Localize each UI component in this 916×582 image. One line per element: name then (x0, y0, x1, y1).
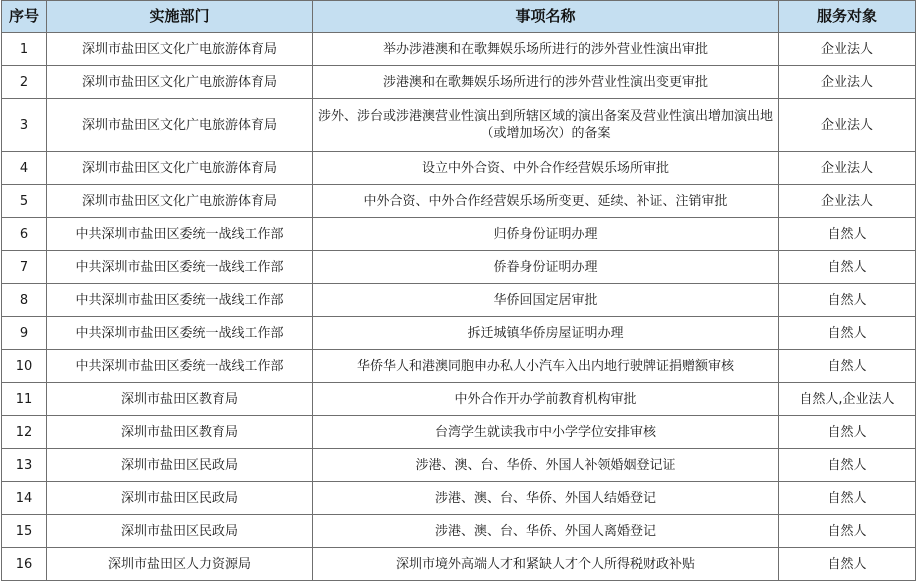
table-row (2, 416, 916, 449)
cell-item: 拆迁城镇华侨房屋证明办理 (313, 317, 779, 350)
cell-dept: 中共深圳市盐田区委统一战线工作部 (47, 218, 313, 251)
cell-item: 侨眷身份证明办理 (313, 251, 779, 284)
cell-no: 12 (2, 416, 47, 449)
cell-no: 9 (2, 317, 47, 350)
header-target: 服务对象 (779, 1, 916, 33)
cell-target: 自然人 (779, 218, 916, 251)
cell-target: 自然人 (779, 416, 916, 449)
table-row (2, 251, 916, 284)
table-header (2, 1, 916, 33)
table-row (2, 350, 916, 383)
cell-no: 11 (2, 383, 47, 416)
cell-item: 涉港、澳、台、华侨、外国人离婚登记 (313, 515, 779, 548)
cell-no: 7 (2, 251, 47, 284)
cell-item: 深圳市境外高端人才和紧缺人才个人所得税财政补贴 (313, 548, 779, 581)
header-dept: 实施部门 (47, 1, 313, 33)
cell-target: 自然人 (779, 317, 916, 350)
cell-item: 台湾学生就读我市中小学学位安排审核 (313, 416, 779, 449)
header-no: 序号 (2, 1, 47, 33)
table-row (2, 383, 916, 416)
cell-item: 涉港、澳、台、华侨、外国人结婚登记 (313, 482, 779, 515)
cell-dept: 深圳市盐田区民政局 (47, 515, 313, 548)
table-row (2, 515, 916, 548)
cell-dept: 中共深圳市盐田区委统一战线工作部 (47, 350, 313, 383)
cell-item: 中外合资、中外合作经营娱乐场所变更、延续、补证、注销审批 (313, 185, 779, 218)
cell-target: 企业法人 (779, 99, 916, 152)
table-row (2, 449, 916, 482)
cell-item: 涉港、澳、台、华侨、外国人补领婚姻登记证 (313, 449, 779, 482)
cell-dept: 深圳市盐田区民政局 (47, 449, 313, 482)
cell-item: 举办涉港澳和在歌舞娱乐场所进行的涉外营业性演出审批 (313, 33, 779, 66)
cell-dept: 深圳市盐田区文化广电旅游体育局 (47, 66, 313, 99)
cell-target: 企业法人 (779, 185, 916, 218)
cell-target: 自然人,企业法人 (779, 383, 916, 416)
cell-no: 3 (2, 99, 47, 152)
cell-target: 自然人 (779, 251, 916, 284)
table-row (2, 548, 916, 581)
cell-item: 华侨回国定居审批 (313, 284, 779, 317)
cell-target: 自然人 (779, 548, 916, 581)
cell-no: 6 (2, 218, 47, 251)
cell-target: 自然人 (779, 350, 916, 383)
cell-target: 企业法人 (779, 33, 916, 66)
cell-target: 自然人 (779, 284, 916, 317)
cell-no: 13 (2, 449, 47, 482)
cell-no: 1 (2, 33, 47, 66)
table-row (2, 218, 916, 251)
cell-dept: 深圳市盐田区教育局 (47, 416, 313, 449)
cell-item: 归侨身份证明办理 (313, 218, 779, 251)
cell-no: 8 (2, 284, 47, 317)
cell-no: 16 (2, 548, 47, 581)
cell-dept: 中共深圳市盐田区委统一战线工作部 (47, 251, 313, 284)
cell-dept: 深圳市盐田区文化广电旅游体育局 (47, 33, 313, 66)
header-item: 事项名称 (313, 1, 779, 33)
table-row (2, 185, 916, 218)
cell-dept: 深圳市盐田区文化广电旅游体育局 (47, 99, 313, 152)
cell-item: 中外合作开办学前教育机构审批 (313, 383, 779, 416)
cell-target: 企业法人 (779, 66, 916, 99)
cell-target: 自然人 (779, 449, 916, 482)
table-row (2, 284, 916, 317)
cell-dept: 中共深圳市盐田区委统一战线工作部 (47, 317, 313, 350)
table-body (2, 33, 916, 581)
cell-item: 涉港澳和在歌舞娱乐场所进行的涉外营业性演出变更审批 (313, 66, 779, 99)
service-items-table (1, 0, 916, 581)
table-row (2, 482, 916, 515)
table-row (2, 66, 916, 99)
cell-no: 15 (2, 515, 47, 548)
cell-dept: 深圳市盐田区民政局 (47, 482, 313, 515)
cell-target: 自然人 (779, 482, 916, 515)
cell-no: 14 (2, 482, 47, 515)
cell-no: 4 (2, 152, 47, 185)
cell-item: 涉外、涉台或涉港澳营业性演出到所辖区域的演出备案及营业性演出增加演出地（或增加场次）的备案 (313, 99, 779, 152)
cell-dept: 深圳市盐田区文化广电旅游体育局 (47, 152, 313, 185)
cell-no: 2 (2, 66, 47, 99)
cell-dept: 深圳市盐田区文化广电旅游体育局 (47, 185, 313, 218)
table-row (2, 152, 916, 185)
cell-item: 设立中外合资、中外合作经营娱乐场所审批 (313, 152, 779, 185)
table-row (2, 99, 916, 152)
table-row (2, 33, 916, 66)
table-row (2, 317, 916, 350)
cell-dept: 中共深圳市盐田区委统一战线工作部 (47, 284, 313, 317)
cell-dept: 深圳市盐田区人力资源局 (47, 548, 313, 581)
cell-target: 企业法人 (779, 152, 916, 185)
cell-item: 华侨华人和港澳同胞申办私人小汽车入出内地行驶牌证捐赠额审核 (313, 350, 779, 383)
header-row (2, 1, 916, 33)
cell-no: 5 (2, 185, 47, 218)
cell-dept: 深圳市盐田区教育局 (47, 383, 313, 416)
cell-target: 自然人 (779, 515, 916, 548)
cell-no: 10 (2, 350, 47, 383)
